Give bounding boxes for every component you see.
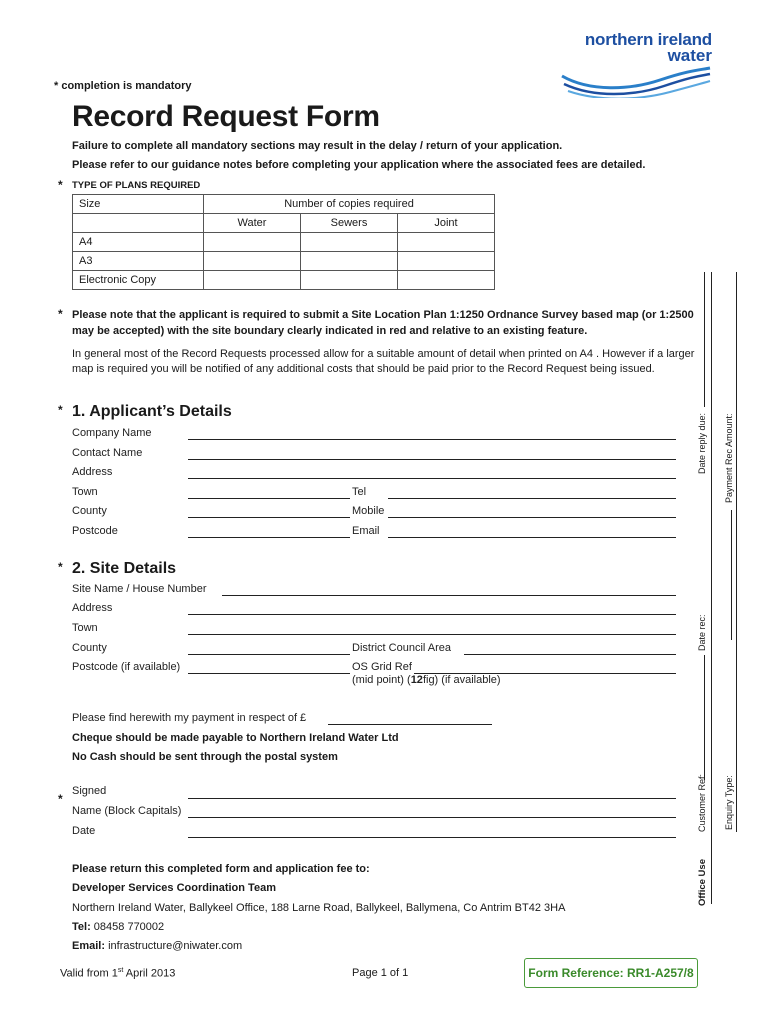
signed-label: Signed bbox=[72, 785, 107, 797]
payment-rec-label: Payment Rec Amount: bbox=[724, 413, 734, 503]
warning-text: Failure to complete all mandatory sections may result in the delay / return of your application. bbox=[72, 140, 563, 152]
site-name-label: Site Name / House Number bbox=[72, 583, 207, 595]
date-input[interactable] bbox=[188, 837, 676, 838]
site-county-label: County bbox=[72, 642, 107, 654]
site-name-input[interactable] bbox=[222, 595, 676, 596]
logo-wave-icon bbox=[560, 64, 712, 98]
mandatory-note: * completion is mandatory bbox=[54, 80, 192, 92]
email-label: Email bbox=[352, 525, 380, 537]
site-heading: 2. Site Details bbox=[72, 560, 177, 577]
district-input[interactable] bbox=[464, 654, 676, 655]
mobile-label: Mobile bbox=[352, 505, 385, 517]
a3-sewers-cell[interactable] bbox=[301, 252, 398, 271]
return-heading: Please return this completed form and application fee to: bbox=[72, 863, 370, 875]
a4-joint-cell[interactable] bbox=[398, 233, 495, 252]
electronic-water-cell[interactable] bbox=[204, 271, 301, 290]
signature-input[interactable] bbox=[188, 798, 676, 799]
col-joint: Joint bbox=[398, 214, 495, 233]
plans-heading: TYPE OF PLANS REQUIRED bbox=[72, 180, 201, 191]
county-label: County bbox=[72, 505, 107, 517]
tel-input[interactable] bbox=[388, 498, 676, 499]
row-a3: A3 bbox=[73, 252, 204, 271]
site-address-input[interactable] bbox=[188, 614, 676, 615]
site-county-input[interactable] bbox=[188, 654, 350, 655]
town-input[interactable] bbox=[188, 498, 350, 499]
mandatory-star: * bbox=[58, 307, 63, 321]
site-town-input[interactable] bbox=[188, 634, 676, 635]
payment-text: Please find herewith my payment in respect of £ bbox=[72, 712, 307, 724]
payment-rec-line[interactable] bbox=[731, 510, 732, 640]
copies-header: Number of copies required bbox=[204, 195, 495, 214]
mandatory-star: * bbox=[58, 178, 63, 192]
grid-ref-note: (mid point) (12fig) (if available) bbox=[352, 674, 501, 686]
no-cash-note: No Cash should be sent through the postal system bbox=[72, 751, 338, 763]
a4-sewers-cell[interactable] bbox=[301, 233, 398, 252]
postcode-input[interactable] bbox=[188, 537, 350, 538]
date-reply-due-line[interactable] bbox=[704, 272, 705, 407]
return-address: Northern Ireland Water, Ballykeel Office, 188 Larne Road, Ballykeel, Ballymena, Co Antrim BT42 3HA bbox=[72, 902, 566, 914]
logo-line2: water bbox=[667, 46, 712, 65]
niw-logo bbox=[560, 30, 712, 98]
county-input[interactable] bbox=[188, 517, 350, 518]
tel-line: Tel: 08458 770002 bbox=[72, 921, 165, 933]
site-postcode-label: Postcode (if available) bbox=[72, 661, 181, 673]
electronic-sewers-cell[interactable] bbox=[301, 271, 398, 290]
electronic-joint-cell[interactable] bbox=[398, 271, 495, 290]
site-postcode-input[interactable] bbox=[188, 673, 350, 674]
customer-ref-label: Customer Ref: bbox=[697, 773, 707, 832]
town-label: Town bbox=[72, 486, 98, 498]
mandatory-star: * bbox=[58, 560, 63, 574]
site-address-label: Address bbox=[72, 602, 113, 614]
general-note: In general most of the Record Requests processed allow for a suitable amount of detail when printed on A4 . However if a larger map is required you will be notified of any additional costs that should be paid prior to the Record Request being issued. bbox=[72, 348, 695, 375]
page-number: Page 1 of 1 bbox=[352, 967, 409, 979]
logo-line1: northern ireland bbox=[584, 30, 712, 49]
block-name-input[interactable] bbox=[188, 817, 676, 818]
col-sewers: Sewers bbox=[301, 214, 398, 233]
site-plan-note: Please note that the applicant is required to submit a Site Location Plan 1:1250 Ordnance Survey based map (or 1:2500 may be accepted) with the site boundary clearly indicated in red and relative to an existing feature. bbox=[72, 309, 694, 337]
company-input[interactable] bbox=[188, 439, 676, 440]
enquiry-type-label: Enquiry Type: bbox=[724, 775, 734, 830]
postcode-label: Postcode bbox=[72, 525, 118, 537]
col-water: Water bbox=[204, 214, 301, 233]
contact-input[interactable] bbox=[188, 459, 676, 460]
mandatory-star: * bbox=[58, 792, 63, 806]
a4-water-cell[interactable] bbox=[204, 233, 301, 252]
team-name: Developer Services Coordination Team bbox=[72, 882, 276, 894]
office-use-divider bbox=[736, 272, 737, 832]
district-label: District Council Area bbox=[352, 642, 452, 654]
email-input[interactable] bbox=[388, 537, 676, 538]
contact-label: Contact Name bbox=[72, 447, 143, 459]
mobile-input[interactable] bbox=[388, 517, 676, 518]
guidance-text: Please refer to our guidance notes before completing your application where the associated fees are detailed. bbox=[72, 159, 646, 171]
address-label: Address bbox=[72, 466, 113, 478]
date-rec-label: Date rec: bbox=[697, 614, 707, 651]
row-electronic: Electronic Copy bbox=[73, 271, 204, 290]
valid-from: Valid from 1st April 2013 bbox=[60, 967, 176, 980]
date-label: Date bbox=[72, 825, 96, 837]
date-rec-line[interactable] bbox=[704, 655, 705, 780]
mandatory-star: * bbox=[58, 403, 63, 417]
cheque-note: Cheque should be made payable to Northern Ireland Water Ltd bbox=[72, 732, 399, 744]
company-label: Company Name bbox=[72, 427, 152, 439]
office-use-divider bbox=[711, 272, 712, 904]
grid-ref-label: OS Grid Ref bbox=[352, 661, 412, 673]
block-name-label: Name (Block Capitals) bbox=[72, 805, 182, 817]
a3-water-cell[interactable] bbox=[204, 252, 301, 271]
site-town-label: Town bbox=[72, 622, 98, 634]
address-input[interactable] bbox=[188, 478, 676, 479]
date-reply-due-label: Date reply due: bbox=[697, 412, 707, 474]
size-header: Size bbox=[73, 195, 204, 214]
page-title: Record Request Form bbox=[72, 100, 380, 133]
tel-label: Tel bbox=[352, 486, 367, 498]
applicant-heading: 1. Applicant’s Details bbox=[72, 403, 232, 420]
plans-table bbox=[72, 194, 495, 290]
payment-amount-input[interactable] bbox=[328, 724, 492, 725]
a3-joint-cell[interactable] bbox=[398, 252, 495, 271]
email-line: Email: infrastructure@niwater.com bbox=[72, 940, 243, 952]
form-reference: Form Reference: RR1-A257/8 bbox=[524, 958, 698, 988]
office-use-label: Office Use bbox=[697, 859, 708, 906]
row-a4: A4 bbox=[73, 233, 204, 252]
